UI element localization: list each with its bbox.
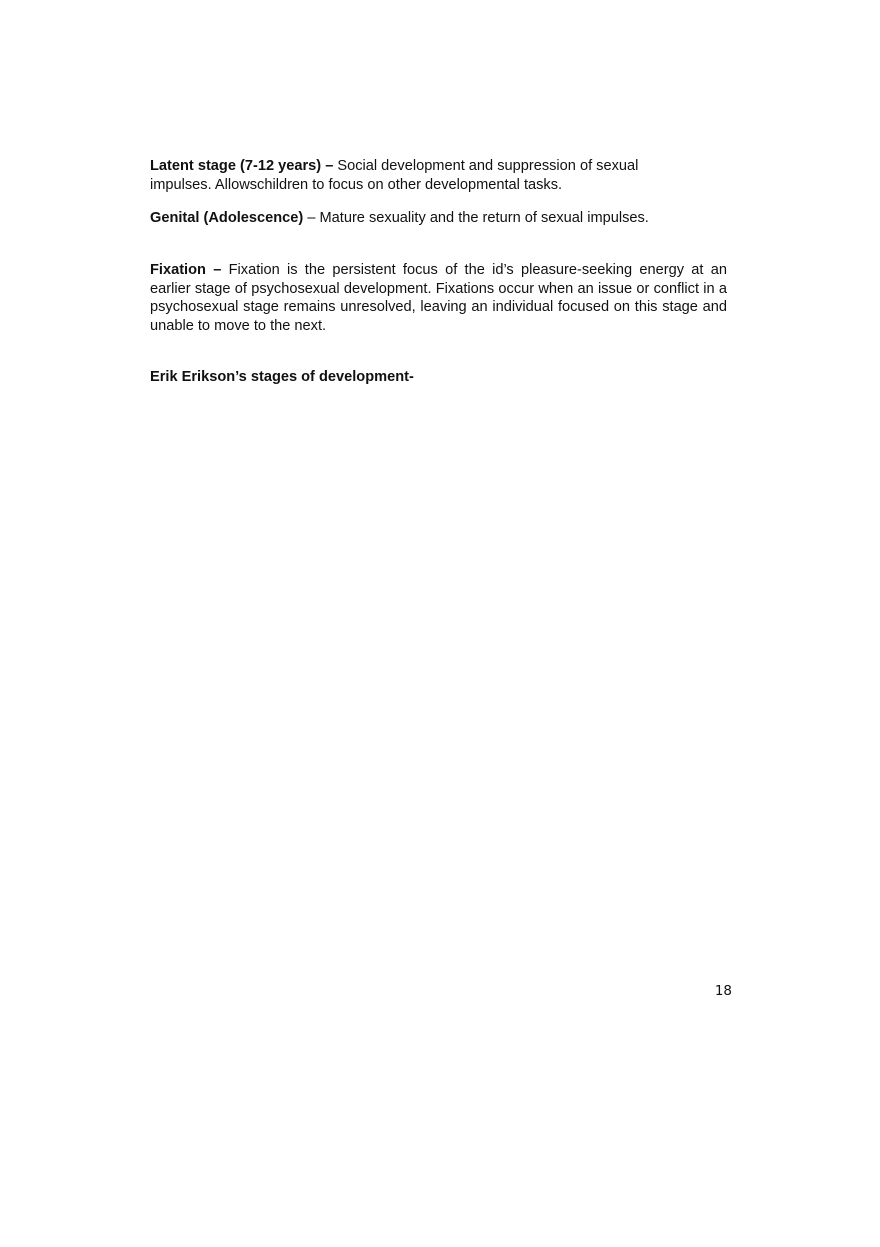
- latent-stage-term: Latent stage (7-12 years) –: [150, 158, 334, 174]
- latent-stage-description-line2: impulses. Allowschildren to focus on other developmental tasks.: [150, 176, 563, 193]
- erikson-heading: Erik Erikson’s stages of development-: [150, 369, 414, 385]
- genital-stage-description: – Mature sexuality and the return of sexual impulses.: [303, 210, 649, 226]
- fixation-description: Fixation is the persistent focus of the id’s pleasure-seeking energy at an earlier stage of psychosexual development. Fixations occur when an issue or conflict in a psychosexual stage remains unresolved, leaving an individual focused on this stage and unable to move to the next.: [150, 262, 727, 334]
- page-number: 18: [714, 983, 732, 999]
- genital-stage-term: Genital (Adolescence): [150, 210, 304, 226]
- genital-stage-paragraph: [150, 209, 730, 228]
- fixation-paragraph: [150, 261, 727, 335]
- fixation-term: Fixation –: [150, 262, 222, 278]
- latent-stage-paragraph: [150, 157, 690, 194]
- latent-stage-description-line1: Social development and suppression of sexual: [333, 158, 639, 174]
